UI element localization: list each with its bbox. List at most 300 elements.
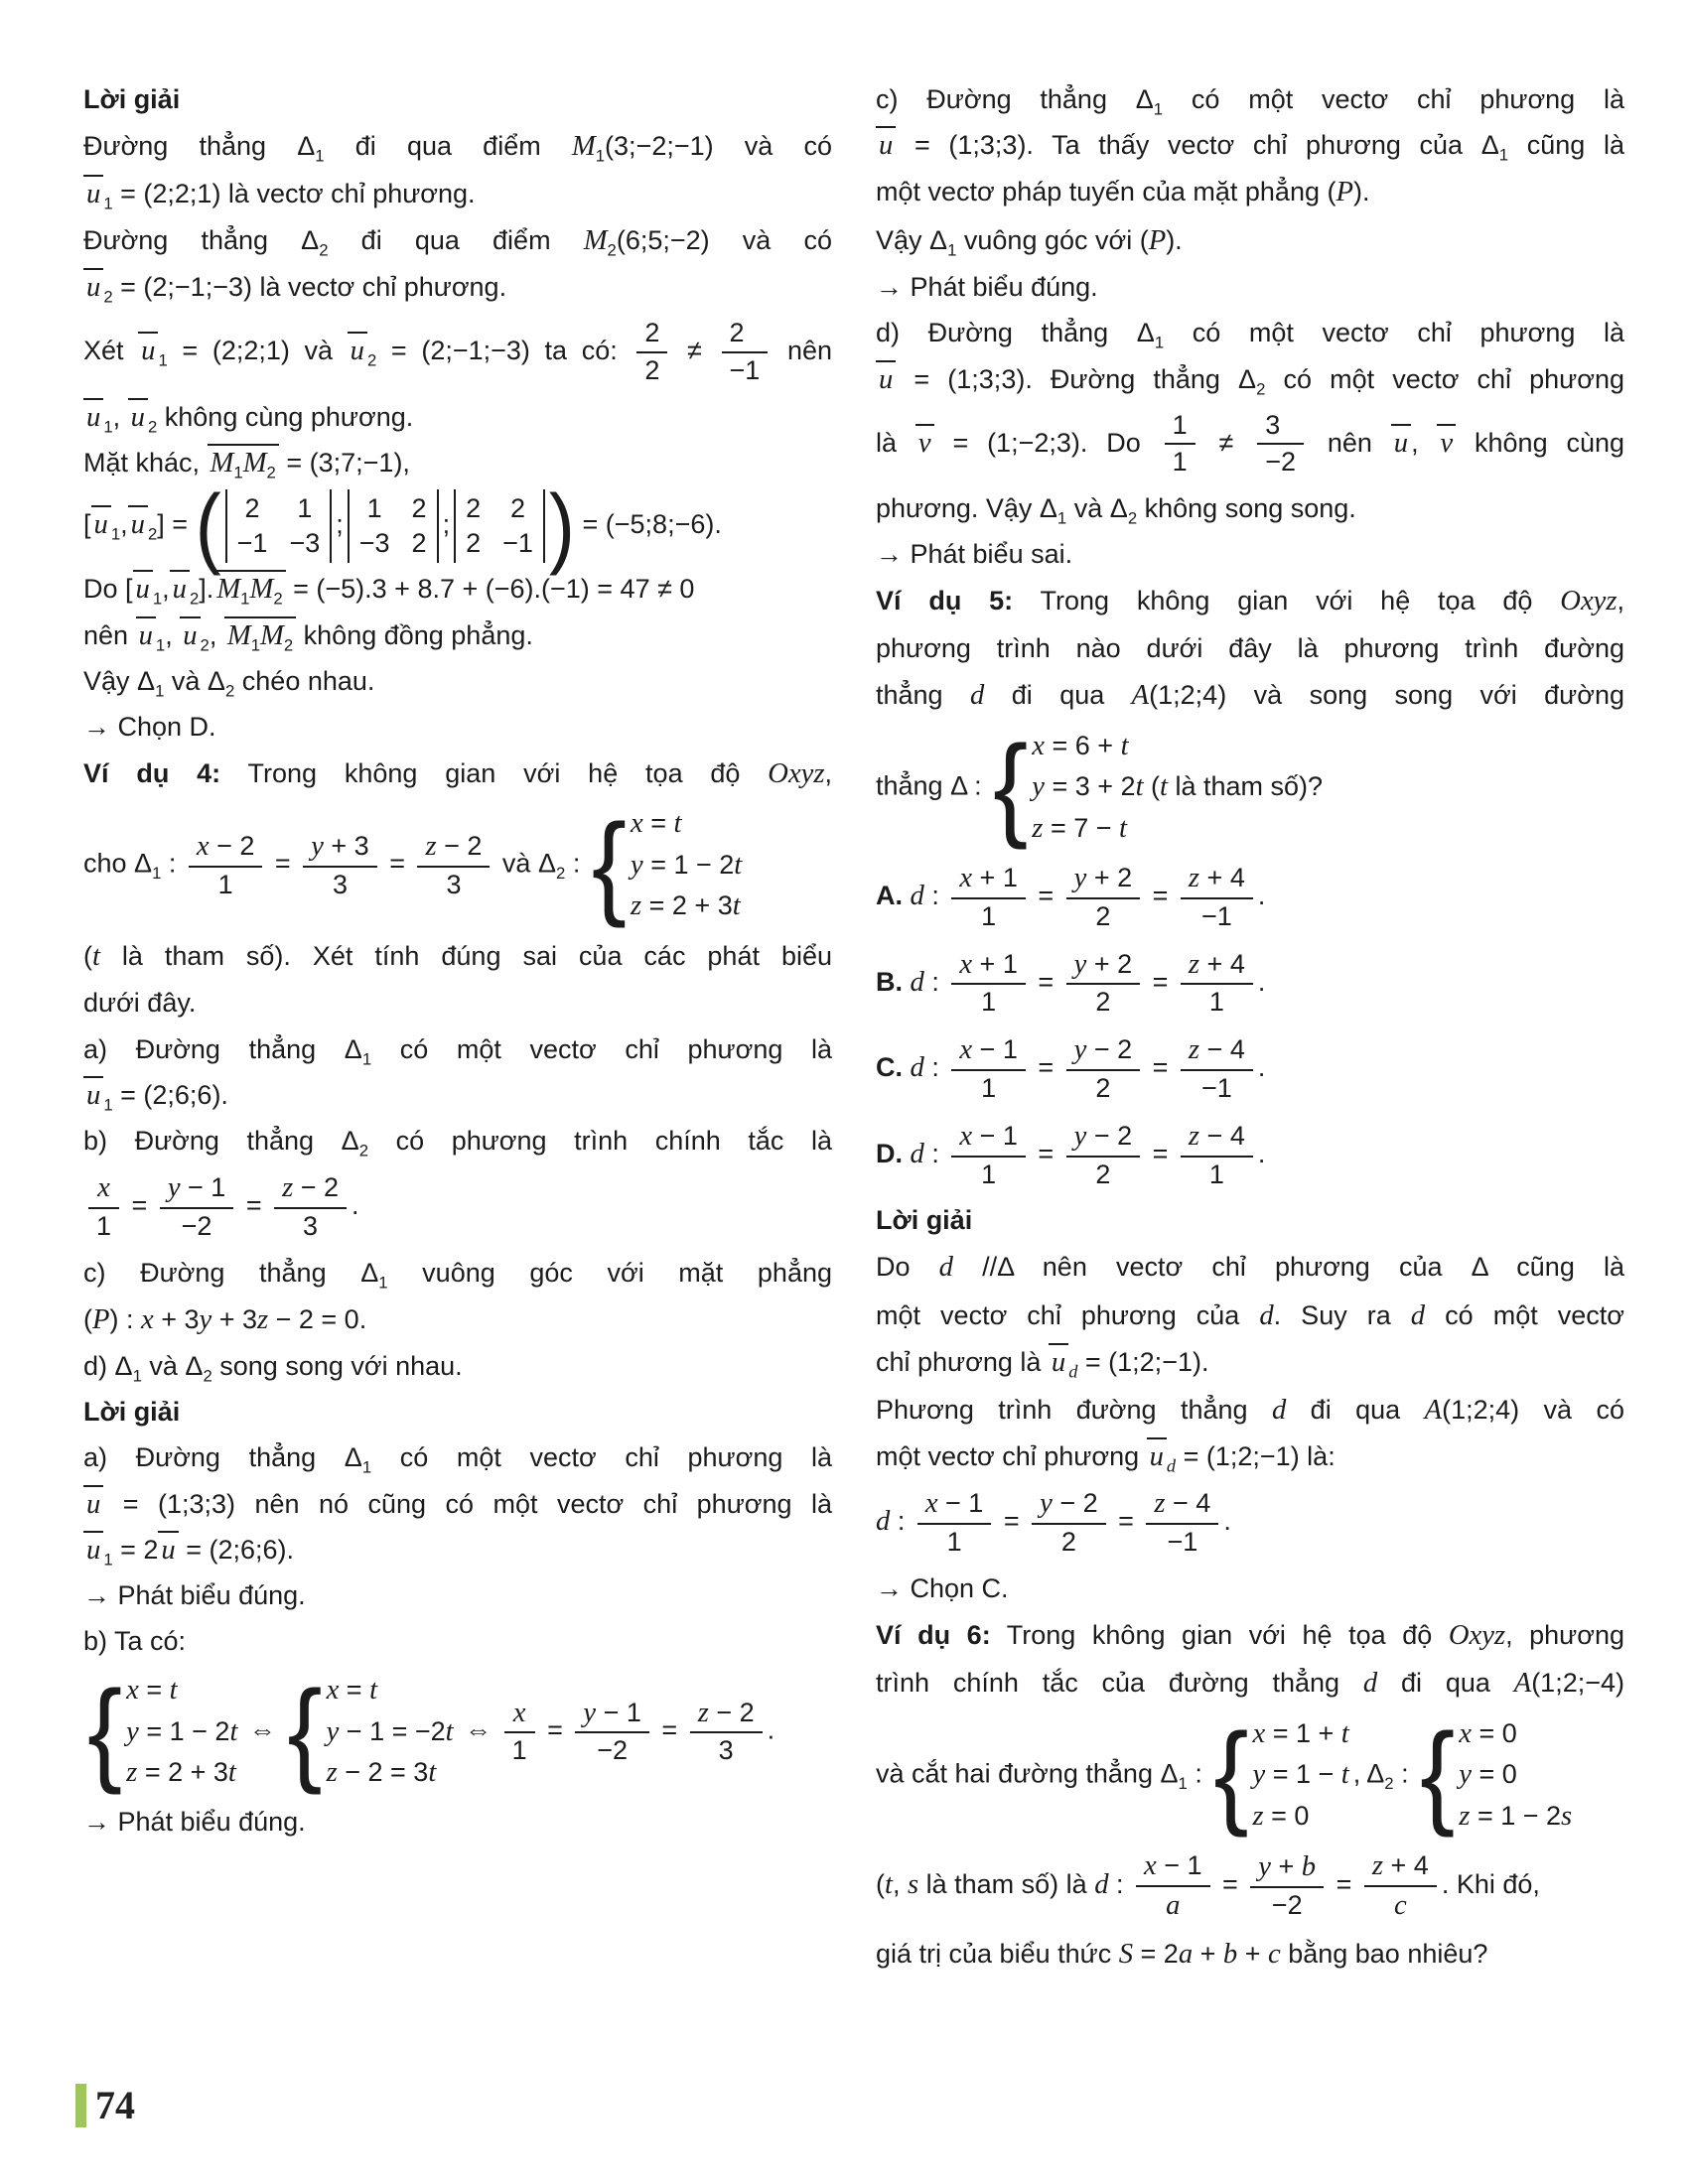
text-run: a) Đường thẳng: [83, 1033, 345, 1064]
text-line: [83, 220, 832, 262]
text-run: = (2;2;1) và: [167, 336, 348, 366]
text-run: một vectơ chỉ phương: [876, 1441, 1147, 1472]
text-run: − 2: [293, 1172, 340, 1203]
fraction-denominator: [951, 1156, 1026, 1193]
math-variable: u: [86, 400, 101, 433]
math-variable: t: [1119, 811, 1127, 844]
math-variable: u: [350, 335, 364, 367]
fraction: [951, 860, 1026, 935]
subscript: 2: [319, 240, 329, 260]
text-run: = (2;6;6).: [178, 1534, 295, 1565]
text-run: −1: [1167, 1526, 1198, 1557]
math-variable: x: [1032, 729, 1045, 761]
text-run: (6;5;−2) và có: [616, 224, 832, 255]
math-variable: s: [1561, 1799, 1573, 1832]
fraction: [1136, 1847, 1210, 1925]
text-run: Mặt khác,: [83, 448, 208, 478]
system-rows: [126, 1670, 237, 1794]
math-variable: u: [135, 573, 150, 606]
text-run: có một vectơ chỉ phương là: [1164, 318, 1624, 348]
loi-giai-heading: [83, 1393, 832, 1432]
text-run: ,: [1352, 1758, 1367, 1789]
math-variable: x: [97, 1171, 110, 1204]
math-variable: z: [282, 1171, 294, 1204]
text-run: 3: [718, 1735, 734, 1766]
math-variable: b: [1222, 1937, 1238, 1970]
subscript: 1: [947, 240, 957, 260]
determinant: [454, 489, 545, 563]
text-run: Trong không gian với hệ tọa độ: [1013, 586, 1561, 616]
text-run: − 4: [1165, 1488, 1211, 1519]
fraction-numerator: [1066, 1031, 1141, 1069]
fraction-denominator: [1364, 1885, 1437, 1925]
fraction-denominator: [1181, 983, 1253, 1021]
math-variable: y: [126, 1714, 139, 1747]
text-run: 1: [1172, 409, 1188, 440]
text-run: giá trị của biểu thức: [876, 1938, 1119, 1969]
math-variable: M: [583, 223, 608, 256]
determinant-cell: −3: [289, 528, 321, 559]
math-variable: u: [161, 1533, 176, 1566]
math-variable: z: [1459, 1799, 1471, 1832]
fraction-numerator: [160, 1169, 234, 1207]
text-run: =: [1214, 1869, 1246, 1900]
fraction: [303, 828, 377, 903]
text-run: =: [339, 1675, 370, 1706]
subscript: 2: [103, 287, 113, 307]
fraction-numerator: [1181, 1118, 1253, 1156]
vector-overline: [83, 1531, 103, 1567]
math-variable: d: [1410, 1298, 1426, 1331]
subscript: 1: [1178, 1773, 1188, 1793]
text-run: Δ: [929, 224, 948, 255]
text-run: − 1: [937, 1488, 984, 1519]
text-run: ⇔: [457, 1714, 499, 1745]
text-run: = 0: [1472, 1717, 1517, 1748]
math-variable: M: [210, 447, 234, 479]
text-run: 1: [981, 900, 997, 931]
loi-giai-heading: [83, 80, 832, 119]
fraction: [1181, 860, 1253, 935]
math-variable: x: [140, 1302, 154, 1335]
math-variable: z: [1188, 862, 1200, 894]
math-variable: d: [938, 1251, 953, 1284]
text-line: [83, 1076, 832, 1115]
text-run: − 4: [1199, 1034, 1245, 1065]
vector-overline: [876, 360, 896, 396]
math-variable: u: [86, 177, 101, 209]
text-line: [876, 1247, 1624, 1289]
math-variable: z: [1188, 1119, 1200, 1152]
text-run: .: [767, 1714, 775, 1745]
subscript: 1: [250, 634, 260, 654]
system-row: [126, 1670, 237, 1711]
chon-d-line: [83, 708, 832, 747]
text-run: + 3: [323, 830, 369, 861]
vector-overline: [876, 126, 896, 162]
vector-overline: [208, 444, 279, 482]
vi-du-6-heading: [876, 1615, 1624, 1657]
text-run: 2: [644, 318, 660, 348]
fraction-numerator: [690, 1695, 763, 1732]
fraction: [160, 1169, 234, 1245]
fraction-numerator: [951, 1118, 1026, 1156]
text-run: (: [876, 1869, 885, 1900]
text-run: d): [83, 1351, 115, 1382]
fraction-denominator: [1181, 897, 1253, 935]
math-variable: t: [885, 1868, 893, 1901]
fraction-denominator: [722, 351, 769, 389]
fraction-numerator: [636, 316, 667, 351]
text-line: [83, 1299, 832, 1341]
text-run: có phương trình chính tắc là: [368, 1125, 833, 1156]
subscript: 1: [1056, 508, 1067, 528]
system-row: [631, 803, 742, 845]
math-variable: d: [910, 1137, 924, 1169]
text-run: d) Đường thẳng: [876, 318, 1137, 348]
equation-system: [592, 803, 742, 927]
text-run: Δ: [997, 1252, 1014, 1283]
text-run: (: [1143, 771, 1161, 802]
math-variable: P: [1148, 223, 1167, 256]
subscript: 1: [158, 350, 168, 370]
text-run: ,: [892, 1869, 908, 1900]
text-run: −1: [729, 355, 761, 386]
text-run: Δ: [297, 131, 316, 162]
text-run: =: [1030, 881, 1061, 911]
text-run: + 1: [972, 948, 1018, 979]
fraction-numerator: [1181, 1031, 1253, 1069]
text-line: [83, 1347, 832, 1386]
math-variable: x: [196, 829, 210, 862]
fraction-numerator: [1066, 1118, 1141, 1156]
text-run: nên: [83, 619, 136, 650]
text-run: = (−5).3 + 8.7 + (−6).(−1) = 47 ≠ 0: [285, 574, 695, 605]
vi-du-5-heading: [876, 581, 1624, 622]
fraction-denominator: [504, 1731, 535, 1769]
text-run: //: [952, 1252, 998, 1283]
answer-option-d: [876, 1116, 1624, 1195]
text-run: −1: [1200, 1072, 1232, 1103]
text-run: +: [1237, 1938, 1268, 1969]
fraction-denominator: [88, 1207, 119, 1245]
fraction-denominator: [1250, 1886, 1324, 1924]
math-variable: x: [1144, 1849, 1157, 1882]
math-variable: u: [86, 1487, 101, 1520]
text-line: [876, 675, 1624, 717]
math-variable: t: [1135, 770, 1144, 803]
system-row: [631, 845, 742, 887]
text-run: = 0: [1472, 1759, 1517, 1790]
determinant-cell: −3: [358, 528, 390, 559]
math-variable: a: [1166, 1889, 1181, 1922]
text-run: + 1: [972, 863, 1018, 893]
text-run: c) Đường thẳng: [876, 84, 1136, 114]
text-run: đi qua: [1377, 1668, 1514, 1699]
system-row: [327, 1752, 454, 1794]
math-variable: x: [631, 807, 643, 840]
text-run: − 2: [1086, 1034, 1133, 1065]
subscript: 1: [103, 194, 113, 213]
text-run: =: [138, 1675, 170, 1706]
text-run: → Chọn C.: [876, 1572, 1009, 1603]
math-variable: u: [1149, 1440, 1164, 1473]
text-run: (: [83, 940, 92, 971]
math-variable: u: [86, 271, 101, 304]
text-run: Δ: [344, 1442, 362, 1473]
subscript: 1: [1154, 333, 1165, 352]
text-run: − 2: [708, 1697, 755, 1727]
text-line: [876, 80, 1624, 119]
text-run: ,: [112, 401, 128, 432]
text-line: [876, 314, 1624, 352]
page-number-marker: [75, 2084, 86, 2127]
chon-c-line: [876, 1570, 1624, 1608]
text-run: đi qua: [1286, 1394, 1425, 1425]
text-run: 1: [1208, 987, 1224, 1018]
text-run: → Phát biểu sai.: [876, 539, 1073, 570]
text-line: [876, 724, 1624, 852]
subscript: 1: [103, 1550, 113, 1570]
subscript: d: [1068, 1361, 1078, 1382]
subscript: 1: [132, 1366, 142, 1386]
math-variable: t: [1340, 1716, 1349, 1749]
text-run: a) Đường thẳng: [83, 1442, 345, 1473]
text-run: + 3: [153, 1303, 200, 1334]
text-run: .: [1257, 1138, 1266, 1168]
math-variable: u: [86, 1078, 101, 1111]
text-run: 2: [1095, 900, 1111, 931]
text-run: (1;2;−4): [1531, 1668, 1624, 1699]
text-run: Δ: [301, 224, 320, 255]
text-line: [83, 1576, 832, 1615]
math-variable: x: [126, 1674, 139, 1706]
fraction: [1066, 1118, 1141, 1193]
fraction-numerator: [1181, 860, 1253, 897]
text-run: Δ: [537, 848, 556, 879]
text-run: là tham số)?: [1167, 771, 1324, 802]
text-run: ,: [120, 509, 128, 540]
text-run: =: [124, 1189, 155, 1220]
text-run: Δ: [1471, 1252, 1488, 1283]
text-run: phương. Vậy: [876, 493, 1040, 524]
determinant-cell: −1: [502, 528, 533, 559]
text-run: ,: [165, 619, 181, 650]
text-run: → Phát biểu đúng.: [83, 1806, 306, 1837]
text-run: + 4: [1199, 863, 1245, 893]
text-run: :: [1108, 1869, 1132, 1900]
system-rows: [631, 803, 742, 927]
text-run: −2: [1265, 447, 1296, 478]
system-brace: {: [1420, 1710, 1456, 1840]
text-run: thẳng Δ :: [876, 770, 990, 800]
text-run: (1;2;4) và có: [1442, 1394, 1624, 1425]
fraction: [917, 1485, 992, 1561]
text-run: .: [1257, 1052, 1266, 1083]
text-run: = 1 − 2: [1470, 1800, 1562, 1831]
math-variable: d: [876, 1505, 891, 1538]
text-run: cho: [83, 848, 135, 879]
equation-system: [87, 1667, 238, 1796]
fraction: [1181, 946, 1253, 1022]
text-line: [876, 1845, 1624, 1927]
text-run: → Chọn D.: [83, 711, 216, 742]
text-line: [876, 360, 1624, 399]
text-run: 1: [981, 987, 997, 1018]
text-run: 2: [1095, 1072, 1111, 1103]
text-run: cũng là: [1487, 1252, 1624, 1283]
bold-text: Lời giải: [876, 1205, 973, 1236]
text-run: ,: [824, 757, 832, 788]
math-variable: u: [130, 508, 145, 541]
text-run: = 7 −: [1043, 812, 1119, 843]
vector-overline: [158, 1531, 178, 1567]
fraction-denominator: [575, 1731, 649, 1769]
determinant-cell: 2: [244, 493, 260, 524]
text-run: vuông góc với: [956, 224, 1140, 255]
vector-overline: [348, 332, 367, 367]
vector-overline: [128, 505, 148, 541]
vector-overline: [83, 268, 103, 304]
text-run: = (1;−2;3). Do: [933, 427, 1160, 458]
math-variable: A: [1424, 1393, 1443, 1426]
fraction: [88, 1169, 119, 1245]
text-run: − 2 = 0.: [268, 1303, 367, 1334]
fraction-denominator: [690, 1731, 763, 1769]
system-brace: {: [591, 801, 627, 929]
text-run: Δ: [344, 1033, 362, 1064]
text-line: [876, 1663, 1624, 1705]
text-run: có một vectơ chỉ phương là: [371, 1442, 832, 1473]
subscript: 2: [224, 681, 235, 701]
text-line: [876, 1343, 1624, 1382]
fraction: [1181, 1118, 1253, 1193]
cross-product-line: [83, 476, 832, 577]
math-variable: y: [311, 829, 324, 862]
determinant-cell: 2: [466, 528, 482, 559]
text-run: +: [1271, 1851, 1302, 1882]
text-run: là tham số) là: [918, 1869, 1095, 1900]
text-run: − 1: [596, 1697, 641, 1727]
answer-option-c: [876, 1029, 1624, 1109]
fraction: [1066, 1031, 1141, 1107]
vector-overline: [138, 332, 158, 367]
fraction: [1257, 408, 1304, 481]
text-line: [83, 616, 832, 655]
text-run: =: [1030, 966, 1061, 997]
fraction-denominator: [1181, 1069, 1253, 1107]
equation-system: [993, 723, 1324, 852]
fraction-numerator: [189, 828, 263, 866]
vector-overline: [1049, 1343, 1068, 1379]
text-run: −1: [1200, 900, 1232, 931]
text-run: = (1;3;3). Ta thấy vectơ chỉ phương của: [896, 130, 1481, 161]
text-run: không cùng phương.: [157, 401, 414, 432]
math-variable: M: [249, 573, 274, 606]
math-variable: x: [512, 1696, 526, 1728]
text-run: 1: [1208, 1159, 1224, 1189]
fraction: [189, 828, 263, 903]
text-run: :: [923, 1138, 947, 1168]
system-row: [1032, 766, 1323, 808]
determinant-cell: 1: [297, 493, 313, 524]
text-run: Δ: [1366, 1758, 1385, 1789]
text-run: − 2: [209, 830, 255, 861]
text-run: ].: [199, 574, 214, 605]
text-run: phương trình nào dưới đây là phương trình đường: [876, 632, 1624, 663]
text-run: ,: [162, 574, 170, 605]
text-run: = (1;3;3) nên nó cũng có một vectơ chỉ phương là: [103, 1488, 832, 1519]
text-line: [876, 126, 1624, 165]
math-variable: u: [130, 400, 145, 433]
subscript: 1: [152, 589, 163, 609]
text-run: không song song.: [1137, 493, 1356, 524]
vector-overline: [915, 424, 934, 460]
text-run: 1: [946, 1526, 962, 1557]
fraction-numerator: [917, 1485, 992, 1523]
subscript: 2: [1256, 378, 1266, 398]
determinant-cell: 2: [411, 528, 427, 559]
text-run: = 2 + 3: [137, 1757, 228, 1788]
determinant-cell: 2: [411, 493, 427, 524]
subscript: 1: [152, 864, 162, 884]
text-run: 1: [981, 1072, 997, 1103]
text-run: 1: [96, 1210, 112, 1241]
math-variable: c: [1393, 1889, 1407, 1922]
text-run: vuông góc với mặt phẳng: [387, 1257, 832, 1288]
text-run: = 1 − 2: [138, 1715, 230, 1746]
fraction-numerator: [1066, 860, 1141, 897]
math-variable: d: [1259, 1298, 1274, 1331]
text-run: :: [890, 1506, 913, 1537]
text-run: có một vectơ: [1425, 1299, 1624, 1330]
text-run: đi qua điểm: [324, 131, 572, 162]
text-run: 2: [1095, 987, 1111, 1018]
text-run: =: [1145, 966, 1176, 997]
equation-system: [287, 1667, 454, 1796]
vector-overline: [83, 398, 103, 434]
math-variable: x: [959, 862, 973, 894]
math-variable: d: [910, 965, 924, 998]
text-line: [83, 1254, 832, 1293]
system-row: [1459, 1713, 1572, 1755]
fraction-denominator: [951, 1069, 1026, 1107]
math-variable: Oxyz: [1448, 1618, 1506, 1651]
fraction-numerator: [1032, 1485, 1106, 1523]
math-variable: y: [1073, 1119, 1087, 1152]
fraction: [575, 1695, 649, 1770]
text-run: (3;−2;−1) và có: [605, 131, 832, 162]
system-row: [327, 1711, 454, 1753]
text-run: .: [1257, 881, 1266, 911]
math-variable: z: [1252, 1799, 1264, 1832]
text-run: =: [1110, 1506, 1142, 1537]
vector-overline: [83, 175, 103, 210]
fraction-denominator: [189, 866, 263, 903]
vector-overline: [213, 570, 285, 609]
text-run: Trong không gian với hệ tọa độ: [220, 757, 769, 788]
text-run: → Phát biểu đúng.: [83, 1579, 306, 1610]
math-variable: z: [1188, 947, 1200, 980]
text-run: Δ: [360, 1257, 379, 1288]
vector-overline: [133, 570, 153, 606]
subscript: 2: [203, 1366, 212, 1386]
fraction-denominator: [274, 1207, 347, 1245]
fraction: [951, 946, 1026, 1022]
text-run: =: [238, 1189, 270, 1220]
fraction: [1066, 860, 1141, 935]
fraction-denominator: [160, 1207, 234, 1245]
